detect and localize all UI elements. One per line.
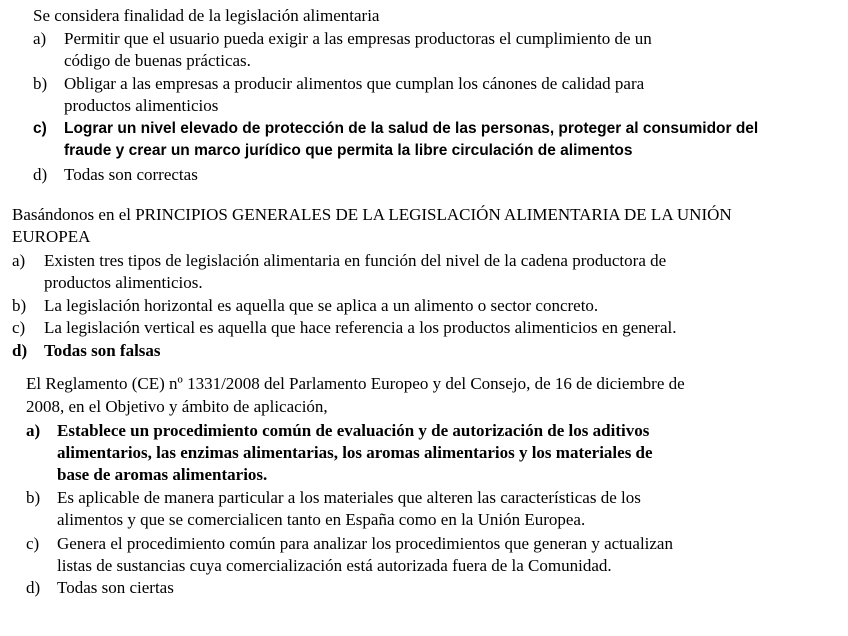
option-letter: a): [12, 251, 26, 270]
option-letter: d): [12, 341, 28, 360]
option-text: Todas son correctas: [64, 165, 198, 184]
option-letter: c): [33, 120, 47, 137]
option-letter: b): [33, 74, 48, 93]
option-text: fraude y crear un marco jurídico que permita la libre circulación de alimentos: [64, 142, 633, 159]
option-letter: b): [26, 488, 41, 507]
option-text: Genera el procedimiento común para analizar los procedimientos que generan y actualizan: [57, 534, 673, 553]
question-stem: El Reglamento (CE) nº 1331/2008 del Parlamento Europeo y del Consejo, de 16 de diciembre de: [26, 374, 685, 393]
option-letter: c): [12, 318, 26, 337]
option-text: productos alimenticios.: [44, 273, 203, 292]
option-letter: a): [26, 421, 41, 440]
question-stem: 2008, en el Objetivo y ámbito de aplicación,: [26, 397, 328, 416]
option-text: base de aromas alimentarios.: [57, 465, 268, 484]
option-letter: d): [33, 165, 48, 184]
question-stem: Se considera finalidad de la legislación alimentaria: [33, 6, 380, 25]
option-text: Lograr un nivel elevado de protección de la salud de las personas, proteger al consumidor del: [64, 120, 759, 137]
option-letter: a): [33, 29, 47, 48]
option-text: código de buenas prácticas.: [64, 51, 251, 70]
option-text: Permitir que el usuario pueda exigir a las empresas productoras el cumplimiento de un: [64, 29, 652, 48]
option-text: Es aplicable de manera particular a los materiales que alteren las características de los: [57, 488, 641, 507]
option-text: La legislación vertical es aquella que hace referencia a los productos alimenticios en general.: [44, 318, 677, 337]
question-stem: EUROPEA: [12, 227, 91, 246]
option-letter: b): [12, 296, 27, 315]
option-text: Obligar a las empresas a producir alimentos que cumplan los cánones de calidad para: [64, 74, 645, 93]
question-stem: Basándonos en el PRINCIPIOS GENERALES DE LA LEGISLACIÓN ALIMENTARIA DE LA UNIÓN: [12, 205, 732, 224]
option-text: Establece un procedimiento común de evaluación y de autorización de los aditivos: [57, 421, 650, 440]
option-text: alimentos y que se comercialicen tanto en España como en la Unión Europea.: [57, 510, 586, 529]
option-text: Todas son ciertas: [57, 578, 174, 597]
option-text: Todas son falsas: [44, 341, 161, 360]
option-text: productos alimenticios: [64, 96, 219, 115]
option-text: listas de sustancias cuya comercialización está autorizada fuera de la Comunidad.: [57, 556, 612, 575]
option-letter: c): [26, 534, 40, 553]
option-text: La legislación horizontal es aquella que se aplica a un alimento o sector concreto.: [44, 296, 599, 315]
option-text: alimentarios, las enzimas alimentarias, los aromas alimentarios y los materiales de: [57, 443, 653, 462]
option-text: Existen tres tipos de legislación alimentaria en función del nivel de la cadena productora de: [44, 251, 667, 270]
option-letter: d): [26, 578, 41, 597]
